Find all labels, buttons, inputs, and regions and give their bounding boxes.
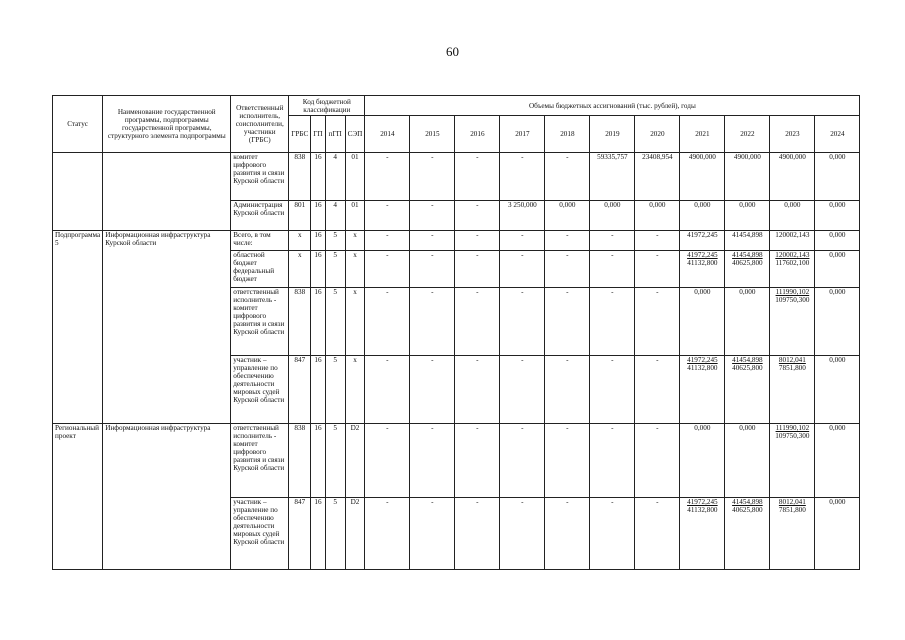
amount-cell: 41454,898 40625,800 [725,356,770,424]
grbs-cell: 847 [289,356,311,424]
amount-cell: - [410,201,455,231]
header-year: 2016 [455,116,500,153]
amount-cell: 41454,898 [725,231,770,251]
amount-cell: - [410,153,455,201]
gp-cell: 16 [311,231,325,251]
amount-cell: 0,000 [680,288,725,356]
pgp-cell: 5 [325,498,345,570]
amount-cell: - [455,251,500,288]
header-year: 2015 [410,116,455,153]
amount-cell: 0,000 [680,201,725,231]
table-row [53,231,860,251]
grbs-cell: 838 [289,288,311,356]
amount-cell: - [365,498,410,570]
grbs-cell: x [289,231,311,251]
name-cell: Информационная инфраструктура Курской области [103,231,231,424]
grbs-cell: 847 [289,498,311,570]
amount-cell: 0,000 [815,231,860,251]
amount-cell: - [455,288,500,356]
header-year: 2021 [680,116,725,153]
amount-cell: 0,000 [815,251,860,288]
pgp-cell: 5 [325,231,345,251]
budget-table [52,95,860,570]
status-cell: Региональный проект [53,424,103,570]
amount-cell: - [500,288,545,356]
gp-cell: 16 [311,424,325,498]
amount-cell: 0,000 [725,201,770,231]
amount-cell: - [410,356,455,424]
header-code: ГРБС [289,116,311,153]
grbs-cell: 801 [289,201,311,231]
amount-cell: - [590,424,635,498]
amount-cell: - [365,251,410,288]
header-year: 2023 [770,116,815,153]
amount-cell: - [410,498,455,570]
header-name: Наименование государственной программы, подпрограммы государственной программы, структурного элемента подпрограммы [103,96,231,153]
sep-cell: x [345,288,365,356]
amount-cell: 0,000 [680,424,725,498]
amount-cell: - [500,153,545,201]
amount-cell: - [590,288,635,356]
amount-cell: - [590,356,635,424]
amount-cell: - [365,424,410,498]
amount-cell: - [590,231,635,251]
amount-cell: 3 250,000 [500,201,545,231]
header-year: 2014 [365,116,410,153]
amount-cell: 41972,245 41132,800 [680,356,725,424]
amount-cell: - [365,231,410,251]
name-cell: Информационная инфраструктура [103,424,231,570]
amount-cell: - [545,153,590,201]
amount-cell: - [500,231,545,251]
pgp-cell: 4 [325,201,345,231]
header-status: Статус [53,96,103,153]
header-year: 2018 [545,116,590,153]
amount-cell: - [410,231,455,251]
amount-cell: - [590,498,635,570]
amount-cell: 41972,245 41132,800 [680,498,725,570]
gp-cell: 16 [311,153,325,201]
amount-cell: 41972,245 [680,231,725,251]
pgp-cell: 5 [325,288,345,356]
header-year: 2017 [500,116,545,153]
name-cell [103,153,231,231]
sep-cell: x [345,251,365,288]
amount-cell: - [455,424,500,498]
amount-cell: 120002,143 [770,231,815,251]
amount-cell: - [545,251,590,288]
amount-cell: - [545,231,590,251]
page-number: 60 [446,44,459,59]
amount-cell: 41454,898 40625,800 [725,251,770,288]
amount-cell: 0,000 [770,201,815,231]
amount-cell: 120002,143 117602,100 [770,251,815,288]
amount-cell: - [365,201,410,231]
sep-cell: 01 [345,153,365,201]
status-cell [53,153,103,231]
sep-cell: x [345,231,365,251]
header-code: СЭП [345,116,365,153]
amount-cell: - [455,201,500,231]
amount-cell: 4900,000 [680,153,725,201]
amount-cell: 0,000 [815,153,860,201]
header-code: ГП [311,116,325,153]
executor-cell: Всего, в том числе: [231,231,289,251]
executor-cell: участник – управление по обеспечению деятельности мировых судей Курской области [231,498,289,570]
amount-cell: - [365,356,410,424]
amount-cell: - [455,356,500,424]
amount-cell: 0,000 [725,424,770,498]
amount-cell: 0,000 [815,498,860,570]
amount-cell: - [635,251,680,288]
amount-cell: - [410,424,455,498]
executor-cell: участник – управление по обеспечению деятельности мировых судей Курской области [231,356,289,424]
amount-cell: - [500,424,545,498]
amount-cell: - [545,356,590,424]
amount-cell: 8012,041 7851,800 [770,498,815,570]
status-cell: Подпрограмма 5 [53,231,103,424]
executor-cell: Администрация Курской области [231,201,289,231]
grbs-cell: 838 [289,153,311,201]
amount-cell: - [635,231,680,251]
pgp-cell: 5 [325,356,345,424]
sep-cell: 01 [345,201,365,231]
amount-cell: 41454,898 40625,800 [725,498,770,570]
header-year: 2020 [635,116,680,153]
gp-cell: 16 [311,498,325,570]
amount-cell: 23408,954 [635,153,680,201]
amount-cell: - [500,498,545,570]
sep-cell: D2 [345,498,365,570]
amount-cell: - [590,251,635,288]
amount-cell: 0,000 [635,201,680,231]
amount-cell: - [365,288,410,356]
amount-cell: 0,000 [590,201,635,231]
amount-cell: - [455,231,500,251]
header-code: пГП [325,116,345,153]
amount-cell: - [635,424,680,498]
gp-cell: 16 [311,251,325,288]
amount-cell: 59335,757 [590,153,635,201]
grbs-cell: x [289,251,311,288]
amount-cell: 0,000 [815,288,860,356]
executor-cell: ответственный исполнитель - комитет цифрового развития и связи Курской области [231,288,289,356]
amount-cell: - [500,251,545,288]
header-year: 2019 [590,116,635,153]
sep-cell: x [345,356,365,424]
amount-cell: 4900,000 [770,153,815,201]
executor-cell: областной бюджет федеральный бюджет [231,251,289,288]
amount-cell: - [455,498,500,570]
sep-cell: D2 [345,424,365,498]
amount-cell: - [545,498,590,570]
amount-cell: 41972,245 41132,800 [680,251,725,288]
amount-cell: 0,000 [725,288,770,356]
gp-cell: 16 [311,201,325,231]
amount-cell: - [545,424,590,498]
amount-cell: - [545,288,590,356]
amount-cell: - [635,356,680,424]
amount-cell: - [635,498,680,570]
amount-cell: - [455,153,500,201]
amount-cell: - [410,251,455,288]
header-year: 2024 [815,116,860,153]
amount-cell: 0,000 [815,201,860,231]
pgp-cell: 5 [325,251,345,288]
amount-cell: 0,000 [815,356,860,424]
table-row [53,424,860,498]
executor-cell: ответственный исполнитель - комитет цифрового развития и связи Курской области [231,424,289,498]
header-volumes: Объемы бюджетных ассигнований (тыс. рублей), годы [365,96,860,116]
executor-cell: комитет цифрового развития и связи Курской области [231,153,289,201]
pgp-cell: 4 [325,153,345,201]
amount-cell: - [500,356,545,424]
header-executor: Ответственный исполнитель, соисполнители, участники (ГРБС) [231,96,289,153]
amount-cell: 111990,102 109750,300 [770,288,815,356]
amount-cell: - [365,153,410,201]
pgp-cell: 5 [325,424,345,498]
amount-cell: 8012,041 7851,800 [770,356,815,424]
table-row [53,153,860,201]
amount-cell: 0,000 [815,424,860,498]
amount-cell: - [410,288,455,356]
header-code-group: Код бюджетной классификации [289,96,365,116]
amount-cell: 111990,102 109750,300 [770,424,815,498]
amount-cell: 0,000 [545,201,590,231]
gp-cell: 16 [311,356,325,424]
grbs-cell: 838 [289,424,311,498]
amount-cell: 4900,000 [725,153,770,201]
gp-cell: 16 [311,288,325,356]
amount-cell: - [635,288,680,356]
header-year: 2022 [725,116,770,153]
